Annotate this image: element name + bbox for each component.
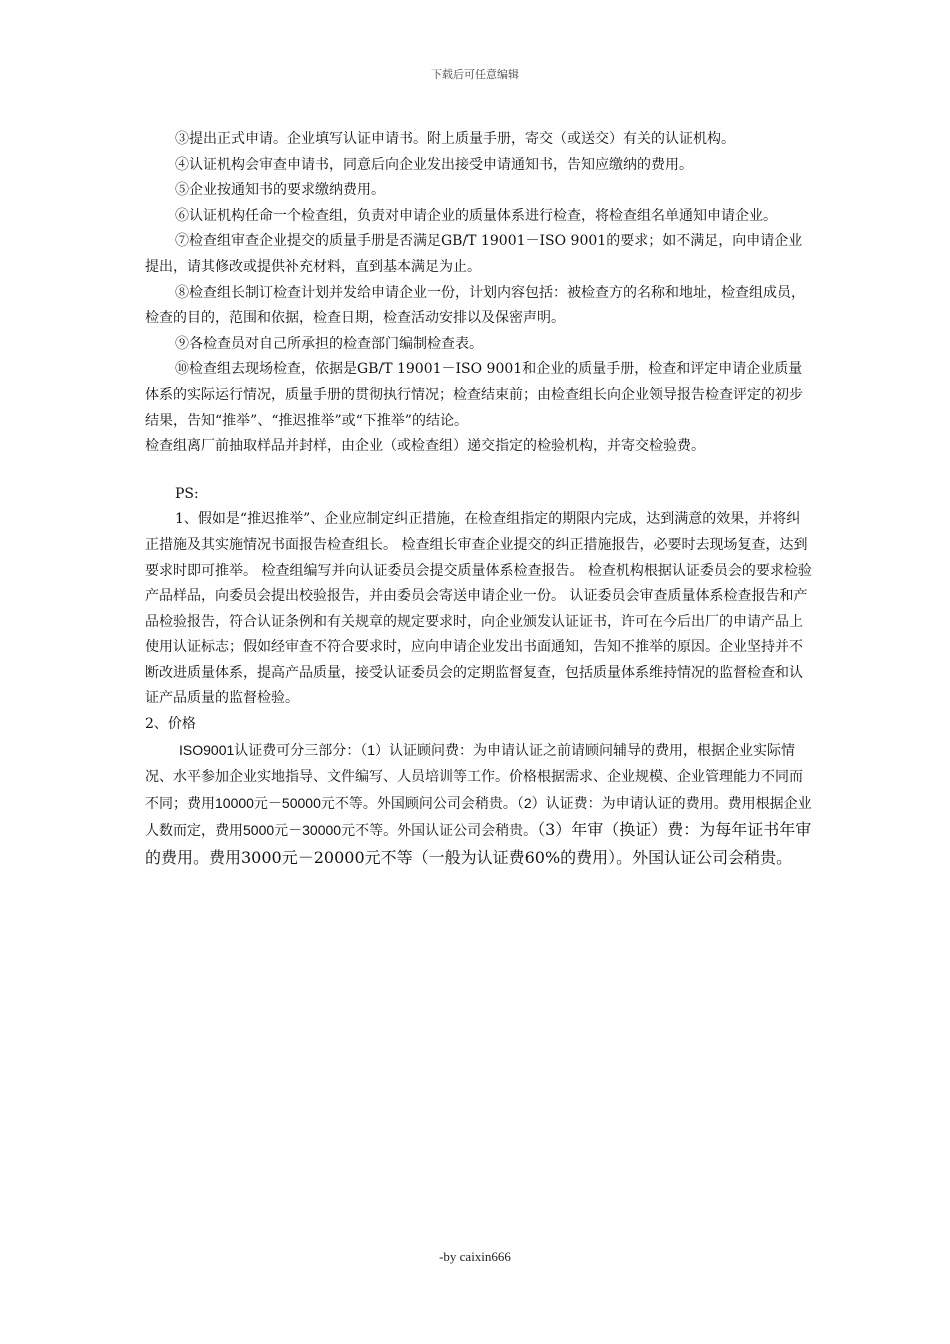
page-footer: -by caixin666 (439, 1249, 511, 1264)
section-title-price: 2、价格 (145, 716, 196, 733)
paragraph-sample: 检查组离厂前抽取样品并封样，由企业（或检查组）递交指定的检验机构，并寄交检验费。 (145, 438, 705, 455)
ps-paragraph: 1、假如是“推迟推举”、企业应制定纠正措施，在检查组指定的期限内完成，达到满意的效果，并将纠正措施及其实施情况书面报告检查组长。 检查组长审查企业提交的纠正措施报告，必要时去现场复查，达到要求时即可推举。 检查组编写并向认证委员会提交质量体系检查报告。 检查机构根据认证委员会的要求检验产品样品，向委员会提出校验报告，并由委员会寄送申请企业一份。 认证委员会审查质量体系检查报告和产品检验报告，符合认证条例和有关规章的规定要求时，向企业颁发认证证书，许可在今后出厂的申请产品上使用认证标志；假如经审查不符合要求时，应向申请企业发出书面通知，告知不推举的原因。企业坚持并不断改进质量体系，提高产品质量，接受认证委员会的定期监督复查，包括质量体系维持情况的监督检查和认证产品质量的监督检验。 (145, 511, 812, 707)
price-paragraph (145, 738, 813, 873)
ps-label: PS: (175, 485, 199, 502)
paragraph-step-8: ⑧检查组长制订检查计划并发给申请企业一份，计划内容包括：被检查方的名称和地址，检查组成员，检查的目的，范围和依据，检查日期，检查活动安排以及保密声明。 (145, 284, 805, 327)
paragraph-step-6: ⑥认证机构任命一个检查组，负责对申请企业的质量体系进行检查，将检查组名单通知申请企业。 (175, 207, 777, 224)
paragraph-step-7: ⑦检查组审查企业提交的质量手册是否满足GB/T 19001－ISO 9001的要求；如不满足，向申请企业提出，请其修改或提供补充材料，直到基本满足为止。 (145, 233, 803, 275)
paragraph-step-9: ⑨各检查员对自己所承担的检查部门编制检查表。 (175, 335, 483, 352)
paragraph-step-10: ⑩检查组去现场检查，依据是GB/T 19001－ISO 9001和企业的质量手册，检查和评定申请企业质量体系的实际运行情况，质量手册的贯彻执行情况；检查结束前；由检查组长向企业领导报告检查评定的初步结果，告知“推举”、“推迟推举”或“下推举”的结论。 (145, 361, 803, 429)
page-header: 下载后可任意编辑 (431, 68, 519, 81)
document-body (145, 127, 813, 873)
price-paragraph-tail: （3）年审（换证）费：为每年证书年审的费用。费用3000元－20000元不等（一般为认证费60%的费用）。外国认证公司会稍贵。 (145, 820, 812, 868)
paragraph-step-5: ⑤企业按通知书的要求缴纳费用。 (175, 182, 385, 199)
paragraph-step-3: ③提出正式申请。企业填写认证申请书。附上质量手册，寄交（或送交）有关的认证机构。 (175, 131, 735, 147)
paragraph-step-4: ④认证机构会审查申请书，同意后向企业发出接受申请通知书，告知应缴纳的费用。 (175, 156, 693, 173)
price-paragraph-main: ISO9001认证费可分三部分：（1）认证顾问费：为申请认证之前请顾问辅导的费用，根据企业实际情况、水平参加企业实地指导、文件编写、人员培训等工作。价格根据需求、企业规模、企业管理能力不同而不同；费用10000元－50000元不等。外国顾问公司会稍贵。（2）认证费：为申请认证的费用。费用根据企业人数而定，费用5000元－30000元不等。外国认证公司会稍贵。 (145, 741, 812, 839)
spacer (145, 460, 813, 482)
